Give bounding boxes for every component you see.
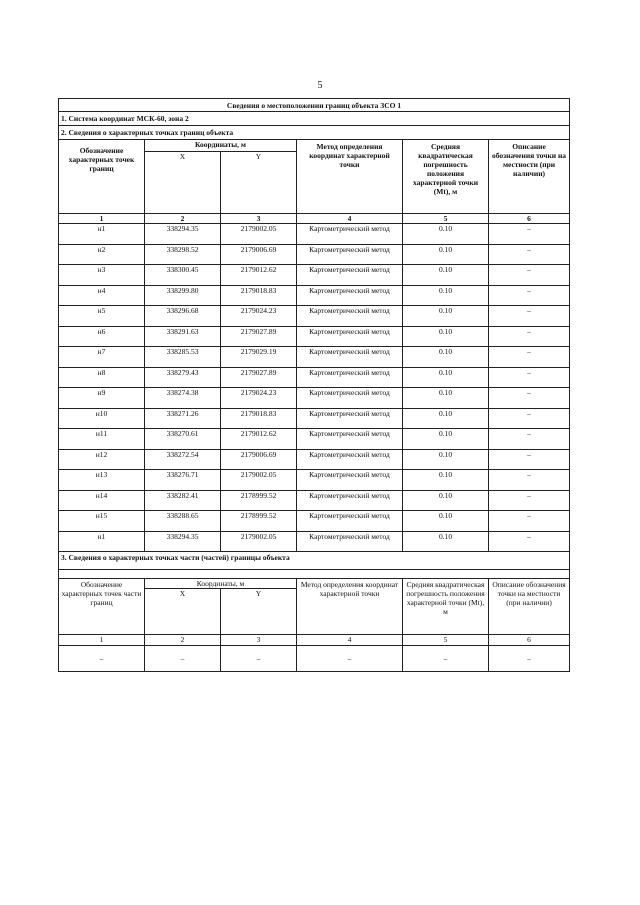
error-value: 0.10 (403, 326, 489, 347)
point-id: н3 (59, 265, 145, 286)
header3-method: Метод определения координат характерной точки (297, 579, 403, 635)
error-value: 0.10 (403, 367, 489, 388)
description: – (489, 490, 570, 511)
method: Картометрический метод (297, 224, 403, 245)
col-number: 6 (489, 635, 570, 646)
error-value: – (403, 646, 489, 672)
table-row (59, 470, 570, 491)
error-value: 0.10 (403, 285, 489, 306)
method: Картометрический метод (297, 511, 403, 532)
table-row (59, 429, 570, 450)
description: – (489, 347, 570, 368)
table-row (59, 347, 570, 368)
col-number: 1 (59, 214, 145, 224)
table-row (59, 306, 570, 327)
point-id: н11 (59, 429, 145, 450)
coord-y: 2179012.62 (221, 265, 297, 286)
point-id: н5 (59, 306, 145, 327)
header3-error: Средняя квадратическая погрешность положения характерной точки (Mt), м (403, 579, 489, 635)
point-id: н13 (59, 470, 145, 491)
point-id: н4 (59, 285, 145, 306)
coord-y: 2179012.62 (221, 429, 297, 450)
point-id: н12 (59, 449, 145, 470)
description: – (489, 408, 570, 429)
method: Картометрический метод (297, 265, 403, 286)
method: Картометрический метод (297, 326, 403, 347)
col-number: 3 (221, 635, 297, 646)
header3-desc: Описание обозначения точки на местности (при наличии) (489, 579, 570, 635)
table-row (59, 646, 570, 672)
coord-y: 2179027.89 (221, 367, 297, 388)
coord-x: 338279.43 (145, 367, 221, 388)
coord-x: 338291.63 (145, 326, 221, 347)
point-id: н9 (59, 388, 145, 409)
table-row (59, 326, 570, 347)
header-method: Метод определения координат характерной точки (297, 140, 403, 214)
coord-y: 2179006.69 (221, 449, 297, 470)
description: – (489, 265, 570, 286)
coord-x: 338296.68 (145, 306, 221, 327)
coord-y: 2179029.19 (221, 347, 297, 368)
coord-y: 2179002.05 (221, 470, 297, 491)
coord-y: 2178999.52 (221, 511, 297, 532)
point-id: н6 (59, 326, 145, 347)
col-number: 3 (221, 214, 297, 224)
error-value: 0.10 (403, 490, 489, 511)
col-number: 5 (403, 214, 489, 224)
header3-x: X (145, 589, 221, 635)
method: Картометрический метод (297, 531, 403, 552)
method: – (297, 646, 403, 672)
section-3-spacer (59, 570, 570, 579)
coord-x: 338282.41 (145, 490, 221, 511)
description: – (489, 646, 570, 672)
table-row (59, 244, 570, 265)
coord-x: 338294.35 (145, 531, 221, 552)
method: Картометрический метод (297, 449, 403, 470)
description: – (489, 285, 570, 306)
coord-x: – (145, 646, 221, 672)
col-number: 4 (297, 635, 403, 646)
col-number: 2 (145, 214, 221, 224)
error-value: 0.10 (403, 388, 489, 409)
coord-y: 2179002.05 (221, 531, 297, 552)
method: Картометрический метод (297, 388, 403, 409)
error-value: 0.10 (403, 470, 489, 491)
method: Картометрический метод (297, 470, 403, 491)
point-id: н1 (59, 224, 145, 245)
coord-x: 338299.80 (145, 285, 221, 306)
coord-x: 338285.53 (145, 347, 221, 368)
description: – (489, 429, 570, 450)
point-id: н14 (59, 490, 145, 511)
coord-x: 338294.35 (145, 224, 221, 245)
table-row (59, 224, 570, 245)
coord-x: 338298.52 (145, 244, 221, 265)
error-value: 0.10 (403, 511, 489, 532)
description: – (489, 244, 570, 265)
description: – (489, 388, 570, 409)
header-point: Обозначение характерных точек границ (59, 140, 145, 214)
method: Картометрический метод (297, 285, 403, 306)
section-2-heading: 2. Сведения о характерных точках границ объекта (59, 126, 570, 140)
description: – (489, 511, 570, 532)
coord-y: 2179018.83 (221, 408, 297, 429)
table-row (59, 408, 570, 429)
error-value: 0.10 (403, 306, 489, 327)
point-id: н10 (59, 408, 145, 429)
col-number: 6 (489, 214, 570, 224)
point-id: н15 (59, 511, 145, 532)
coord-x: 338272.54 (145, 449, 221, 470)
point-id: н1 (59, 531, 145, 552)
table-row (59, 285, 570, 306)
coord-x: 338300.45 (145, 265, 221, 286)
method: Картометрический метод (297, 244, 403, 265)
description: – (489, 449, 570, 470)
header-desc: Описание обозначения точки на местности (при наличии) (489, 140, 570, 214)
column-numbers-row (59, 635, 570, 646)
header-coords: Координаты, м (145, 140, 297, 152)
coord-y: 2179024.23 (221, 388, 297, 409)
description: – (489, 531, 570, 552)
method: Картометрический метод (297, 429, 403, 450)
table-row (59, 511, 570, 532)
coord-y: 2179006.69 (221, 244, 297, 265)
description: – (489, 306, 570, 327)
error-value: 0.10 (403, 449, 489, 470)
header-error: Средняя квадратическая погрешность положения характерной точки (Mt), м (403, 140, 489, 214)
col-number: 5 (403, 635, 489, 646)
table-row (59, 388, 570, 409)
coord-y: 2178999.52 (221, 490, 297, 511)
description: – (489, 326, 570, 347)
coord-x: 338270.61 (145, 429, 221, 450)
method: Картометрический метод (297, 490, 403, 511)
header-x: X (145, 152, 221, 214)
table-row (59, 531, 570, 552)
error-value: 0.10 (403, 408, 489, 429)
col-number: 2 (145, 635, 221, 646)
coord-y: 2179002.05 (221, 224, 297, 245)
table-row (59, 265, 570, 286)
header3-point: Обозначение характерных точек части границ (59, 579, 145, 635)
table-row (59, 449, 570, 470)
method: Картометрический метод (297, 306, 403, 327)
coord-x: 338271.26 (145, 408, 221, 429)
description: – (489, 470, 570, 491)
method: Картометрический метод (297, 408, 403, 429)
error-value: 0.10 (403, 347, 489, 368)
document-title: Сведения о местоположении границ объекта ЗСО 1 (59, 99, 570, 112)
error-value: 0.10 (403, 224, 489, 245)
boundary-table (58, 98, 570, 672)
coord-x: 338276.71 (145, 470, 221, 491)
col-number: 1 (59, 635, 145, 646)
coord-y: 2179027.89 (221, 326, 297, 347)
point-id: н7 (59, 347, 145, 368)
point-id: н8 (59, 367, 145, 388)
col-number: 4 (297, 214, 403, 224)
header-y: Y (221, 152, 297, 214)
coord-x: 338288.65 (145, 511, 221, 532)
table-row (59, 367, 570, 388)
coord-x: 338274.38 (145, 388, 221, 409)
point-id: – (59, 646, 145, 672)
page-number: 5 (317, 80, 323, 91)
method: Картометрический метод (297, 347, 403, 368)
section-3-heading: 3. Сведения о характерных точках части (частей) границы объекта (59, 552, 570, 570)
description: – (489, 367, 570, 388)
error-value: 0.10 (403, 531, 489, 552)
coord-y: – (221, 646, 297, 672)
coord-y: 2179018.83 (221, 285, 297, 306)
point-id: н2 (59, 244, 145, 265)
error-value: 0.10 (403, 244, 489, 265)
table-row (59, 490, 570, 511)
description: – (489, 224, 570, 245)
coord-y: 2179024.23 (221, 306, 297, 327)
error-value: 0.10 (403, 429, 489, 450)
method: Картометрический метод (297, 367, 403, 388)
header3-y: Y (221, 589, 297, 635)
column-numbers-row (59, 214, 570, 224)
header3-coords: Координаты, м (145, 579, 297, 589)
section-1-heading: 1. Система координат МСК-60, зона 2 (59, 112, 570, 126)
error-value: 0.10 (403, 265, 489, 286)
